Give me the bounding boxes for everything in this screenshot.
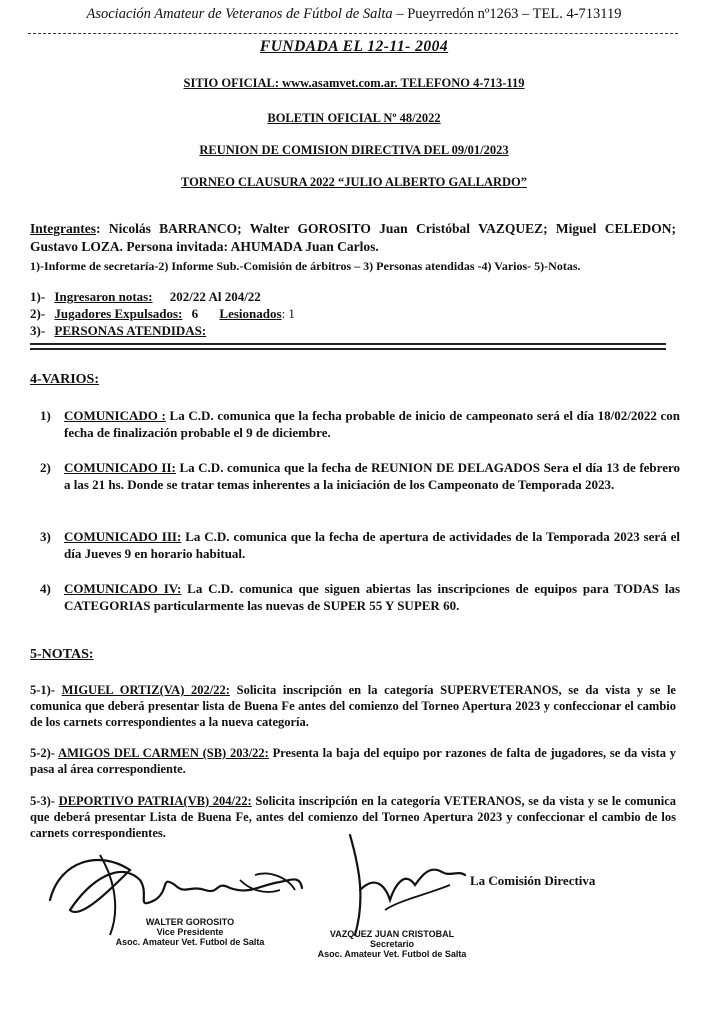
org-name: Asociación Amateur de Veteranos de Fútbol de Salta bbox=[86, 6, 393, 22]
signer-2-name: VAZQUEZ JUAN CRISTOBAL bbox=[329, 929, 455, 939]
founded-text: FUNDADA EL 12-11- 2004 bbox=[259, 38, 449, 55]
expelled-line bbox=[30, 306, 295, 322]
comunicado-label: COMUNICADO : bbox=[64, 408, 166, 423]
signer-1-name: WALTER GOROSITO bbox=[145, 917, 235, 927]
notes-received-line bbox=[30, 289, 261, 305]
item-number: 2) bbox=[40, 460, 51, 475]
signature-1-caption bbox=[100, 917, 280, 947]
rule-1 bbox=[30, 343, 666, 345]
injured-label: Lesionados bbox=[219, 306, 282, 321]
comunicado-3 bbox=[40, 528, 680, 562]
notes-received-value: 202/22 Al 204/22 bbox=[169, 289, 261, 304]
n1: 1)- bbox=[30, 289, 46, 304]
item-number: 4) bbox=[40, 581, 51, 596]
header-divider bbox=[28, 33, 678, 34]
notas-heading: 5-NOTAS: bbox=[30, 647, 94, 662]
persons-attended-line bbox=[30, 323, 206, 339]
nota-number: 5-2)- bbox=[30, 746, 59, 760]
nota-number: 5-3)- bbox=[30, 794, 59, 808]
rule-2 bbox=[30, 348, 666, 350]
nota-number: 5-1)- bbox=[30, 683, 62, 697]
nota-1 bbox=[30, 682, 676, 730]
meeting-title bbox=[0, 143, 708, 158]
nota-label: DEPORTIVO PATRIA(VB) 204/22: bbox=[58, 794, 252, 808]
agenda-text: 1)-Informe de secretaría-2) Informe Sub.-Comisión de árbitros – 3) Personas atendidas -4) Varios- 5)-Notas. bbox=[30, 259, 581, 273]
nota-text: Solicita inscripción en la categoría SUPERVETERANOS, se da vista y se le comunica que deberá presentar lista de Buena Fe antes del comienzo del Torneo Apertura 2023 y confeccionar el cambio de los carnets correspondientes a la nueva categoría. bbox=[30, 683, 676, 729]
meeting-text: REUNION DE COMISION DIRECTIVA DEL 09/01/2023 bbox=[199, 143, 509, 157]
founded-line bbox=[0, 38, 708, 56]
item-number: 1) bbox=[40, 408, 51, 423]
expelled-value: 6 bbox=[191, 306, 199, 321]
comunicado-2 bbox=[40, 459, 680, 493]
agenda-line bbox=[30, 259, 581, 274]
signer-2-role: Secretario bbox=[369, 939, 415, 949]
expelled-label: Jugadores Expulsados: bbox=[54, 306, 183, 321]
signature-2-caption bbox=[312, 929, 472, 959]
signer-1-org: Asoc. Amateur Vet. Futbol de Salta bbox=[115, 937, 265, 947]
comunicado-4 bbox=[40, 580, 680, 614]
official-site-text: SITIO OFICIAL: www.asamvet.com.ar. TELEFONO 4-713-119 bbox=[183, 76, 525, 90]
members-label: Integrantes bbox=[30, 221, 96, 236]
signature-vazquez bbox=[330, 830, 470, 940]
board-signature-label: La Comisión Directiva bbox=[470, 873, 596, 888]
members-text: : Nicolás BARRANCO; Walter GOROSITO Juan Cristóbal VAZQUEZ; Miguel CELEDON; Gustavo LOZA. Persona invitada: AHUMADA Juan Carlos. bbox=[30, 221, 676, 254]
official-site bbox=[0, 76, 708, 91]
comunicado-text: La C.D. comunica que siguen abiertas las inscripciones de equipos para TODAS las CATEGORIAS particularmente las nuevas de SUPER 55 Y SUPER 60. bbox=[64, 581, 680, 613]
nota-label: AMIGOS DEL CARMEN (SB) 203/22: bbox=[58, 746, 269, 760]
bulletin-text: BOLETIN OFICIAL Nº 48/2022 bbox=[267, 111, 441, 125]
tournament-title bbox=[0, 175, 708, 190]
n2: 2)- bbox=[30, 306, 46, 321]
item-number: 3) bbox=[40, 529, 51, 544]
comunicado-text: La C.D. comunica que la fecha de apertura de actividades de la Temporada 2023 será el día Jueves 9 en horario habitual. bbox=[64, 529, 680, 561]
org-address: – Pueyrredón nº1263 – TEL. 4-713119 bbox=[392, 6, 622, 22]
varios-heading: 4-VARIOS: bbox=[30, 372, 99, 387]
comunicado-label: COMUNICADO II: bbox=[64, 460, 176, 475]
comunicado-label: COMUNICADO IV: bbox=[64, 581, 182, 596]
signer-2-org: Asoc. Amateur Vet. Futbol de Salta bbox=[317, 949, 467, 959]
members-paragraph bbox=[30, 220, 676, 256]
persons-attended-label: PERSONAS ATENDIDAS: bbox=[54, 323, 207, 338]
comunicado-1 bbox=[40, 407, 680, 441]
comunicado-label: COMUNICADO III: bbox=[64, 529, 182, 544]
letterhead bbox=[0, 6, 708, 23]
tournament-text: TORNEO CLAUSURA 2022 “JULIO ALBERTO GALLARDO” bbox=[180, 175, 528, 189]
signer-1-role: Vice Presidente bbox=[156, 927, 224, 937]
injured-value: : 1 bbox=[281, 306, 295, 321]
n3: 3)- bbox=[30, 323, 46, 338]
comunicado-text: La C.D. comunica que la fecha de REUNION DE DELAGADOS Sera el día 13 de febrero a las 21 hs. Donde se tratar temas inherentes a la iniciación de los Campeonato de Temporada 2023. bbox=[64, 460, 680, 492]
nota-2 bbox=[30, 745, 676, 777]
bulletin-number bbox=[0, 111, 708, 126]
nota-label: MIGUEL ORTIZ(VA) 202/22: bbox=[61, 683, 230, 697]
notes-received-label: Ingresaron notas: bbox=[54, 289, 153, 304]
nota-text: Solicita inscripción en la categoría VETERANOS, se da vista y se le comunica que deberá presentar Lista de Buena Fe, antes del comienzo del Torneo Apertura 2023 y confeccionar el cambio de los carnets correspondientes. bbox=[30, 794, 676, 840]
nota-text: Presenta la baja del equipo por razones de falta de jugadores, se da vista y pasa al área correspondiente. bbox=[30, 746, 677, 776]
comunicado-text: La C.D. comunica que la fecha probable de inicio de campeonato será el día 18/02/2022 con fecha de finalización probable el 9 de diciembre. bbox=[64, 408, 680, 440]
